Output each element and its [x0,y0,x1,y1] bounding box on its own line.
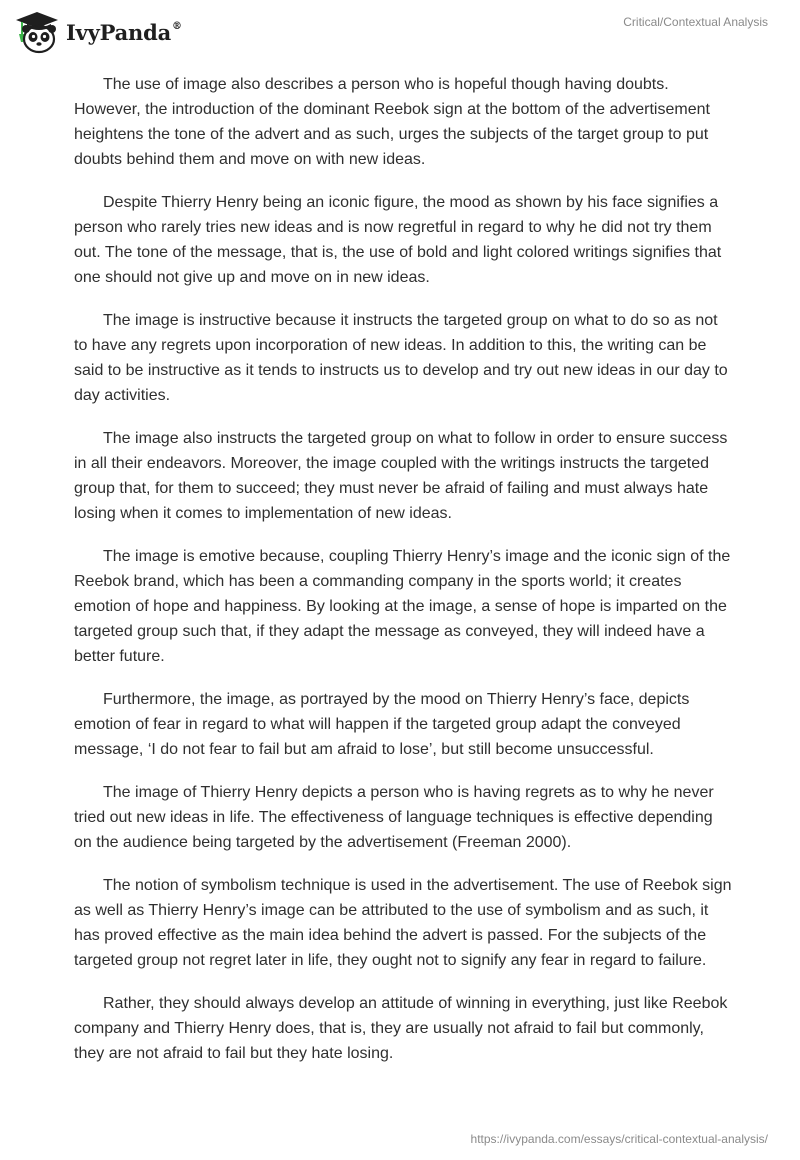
source-url-link[interactable]: https://ivypanda.com/essays/critical-contextual-analysis/ [470,1132,768,1146]
paragraph: The notion of symbolism technique is used in the advertisement. The use of Reebok sign as well as Thierry Henry’s image can be attributed to the use of symbolism and as such, it has proved effective as the main idea behind the advert is passed. For the subjects of the targeted group not regret later in life, they ought not to signify any fear in regard to failure. [74,877,732,969]
ivypanda-logo[interactable] [14,10,182,54]
registered-mark: ® [172,20,182,32]
essay-body [74,72,734,1084]
page-header [0,0,800,64]
paragraph: The image of Thierry Henry depicts a person who is having regrets as to why he never tried out new ideas in life. The effectiveness of language techniques is effective depending on the audience being targeted by the advertisement (Freeman 2000). [74,784,714,851]
paragraph: Rather, they should always develop an attitude of winning in everything, just like Reebok company and Thierry Henry does, that is, they are usually not afraid to fail but commonly, they are not afraid to fail but they hate losing. [74,995,728,1062]
paragraph: The image is instructive because it instructs the targeted group on what to do so as not to have any regrets upon incorporation of new ideas. In addition to this, the writing can be said to be instructive as it tends to instructs us to develop and try out new ideas in our day to day activities. [74,312,728,404]
paragraph: Despite Thierry Henry being an iconic figure, the mood as shown by his face signifies a person who rarely tries new ideas and is now regretful in regard to why he did not try them out. The tone of the message, that is, the use of bold and light colored writings signifies that one should not give up and move on in new ideas. [74,194,722,286]
document-title: Critical/Contextual Analysis [623,15,768,29]
paragraph: The use of image also describes a person who is hopeful though having doubts. However, the introduction of the dominant Reebok sign at the bottom of the advertisement heightens the tone of the advert and as such, urges the subjects of the target group to put doubts behind them and move on with new ideas. [74,76,710,168]
panda-graduation-cap-icon [14,10,60,54]
paragraph: Furthermore, the image, as portrayed by the mood on Thierry Henry’s face, depicts emotion of fear in regard to what will happen if the targeted group adapt the conveyed message, ‘I do not fear to fail but am afraid to lose’, but still become unsuccessful. [74,691,690,758]
logo-wordmark: IvyPanda® [66,19,182,45]
paragraph: The image is emotive because, coupling Thierry Henry’s image and the iconic sign of the Reebok brand, which has been a commanding company in the sports world; it creates emotion of hope and happiness. By looking at the image, a sense of hope is imparted on the targeted group such that, if they adapt the message as conveyed, they will indeed have a better future. [74,548,731,665]
paragraph: The image also instructs the targeted group on what to follow in order to ensure success in all their endeavors. Moreover, the image coupled with the writings instructs the targeted group that, for them to succeed; they must never be afraid of failing and must always hate losing when it comes to implementation of new ideas. [74,430,728,522]
